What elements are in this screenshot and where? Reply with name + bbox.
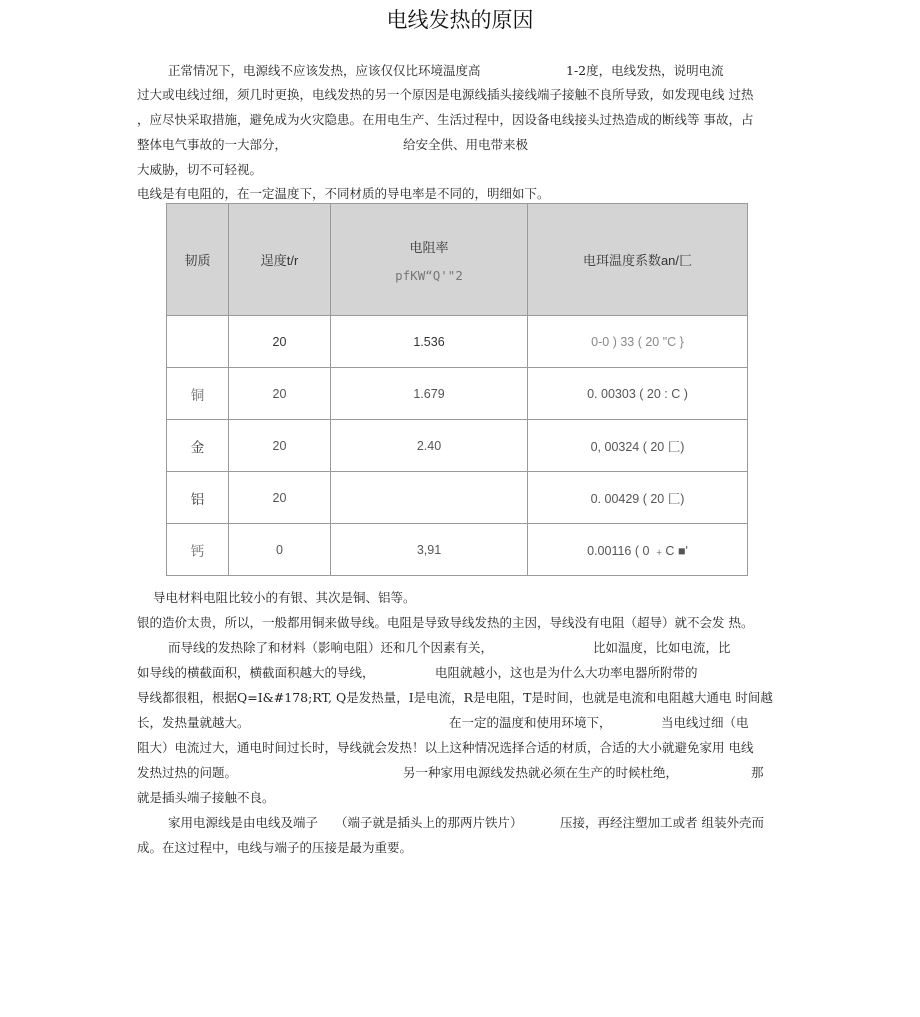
cell-material: 金 bbox=[167, 420, 229, 472]
header-resistivity-label: 电阻率 bbox=[409, 239, 449, 255]
cell-material: 铜 bbox=[167, 368, 229, 420]
text-segment: 另一种家用电源线发热就必须在生产的时候杜绝， bbox=[403, 765, 679, 780]
page-title: 电线发热的原因 bbox=[386, 8, 534, 32]
header-temp-coefficient: 电珥温度系数an/匚 bbox=[528, 204, 748, 316]
header-temperature: 逞度t/r bbox=[229, 204, 331, 316]
cell-resistivity: 1.536 bbox=[331, 316, 528, 368]
text-segment: 比如温度，比如电流，比 bbox=[593, 640, 731, 655]
cell-resistivity: 3,91 bbox=[331, 524, 528, 576]
resistivity-table bbox=[166, 203, 748, 576]
cell-material bbox=[167, 316, 229, 368]
text-segment: 家用电源线是由电线及端子 bbox=[168, 815, 319, 830]
paragraph-1-line-4 bbox=[137, 135, 757, 153]
cell-temperature: 20 bbox=[229, 420, 331, 472]
paragraph-1-line-2: 过大或电线过细，须几时更换，电线发热的另一个原因是电源线插头接线端子接触不良所导致，如发现电线 过热 bbox=[137, 87, 754, 102]
text-segment: 如导线的横截面积，横截面积越大的导线， bbox=[137, 665, 375, 680]
cell-coefficient: 0. 00303 ( 20 : C ) bbox=[528, 368, 748, 420]
paragraph-3-line-2: 成。在这过程中，电线与端子的压接是最为重要。 bbox=[137, 840, 413, 855]
header-resistivity-unit: pfKW“Q'"2 bbox=[395, 267, 463, 283]
paragraph-2-line-1: 导电材料电阻比较小的有银、其次是铜、铝等。 bbox=[153, 590, 416, 605]
cell-temperature: 20 bbox=[229, 316, 331, 368]
table-row bbox=[167, 368, 748, 420]
table-row bbox=[167, 420, 748, 472]
text-segment: （端子就是插头上的那两片铁片） bbox=[335, 815, 523, 830]
header-material: 韧质 bbox=[167, 204, 229, 316]
text-segment: 发热过热的问题。 bbox=[137, 765, 238, 780]
cell-resistivity bbox=[331, 472, 528, 524]
paragraph-1-line-5: 大威胁，切不可轻视。 bbox=[137, 162, 263, 177]
paragraph-2-line-4 bbox=[137, 663, 757, 681]
cell-temperature: 20 bbox=[229, 472, 331, 524]
cell-coefficient: 0, 00324 ( 20 匚) bbox=[528, 420, 748, 472]
paragraph-1-line-1 bbox=[168, 61, 788, 79]
table-row bbox=[167, 524, 748, 576]
paragraph-2-line-9: 就是插头端子接触不良。 bbox=[137, 790, 275, 805]
paragraph-2-line-3 bbox=[168, 638, 768, 656]
paragraph-2-line-2: 银的造价太贵，所以，一般都用铜来做导线。电阻是导致导线发热的主因，导线没有电阻（超导）就不会发 热。 bbox=[137, 615, 754, 630]
paragraph-1-line-3: ，应尽快采取措施，避免成为火灾隐患。在用电生产、生活过程中，因设备电线接头过热造成的断线等 事故，占 bbox=[137, 112, 754, 127]
paragraph-2-line-7: 阻大）电流过大，通电时间过长时，导线就会发热！以上这种情况选择合适的材质，合适的大小就避免家用 电线 bbox=[137, 740, 754, 755]
text-segment: 电阻就越小，这也是为什么大功率电器所附带的 bbox=[435, 665, 698, 680]
cell-resistivity: 1.679 bbox=[331, 368, 528, 420]
cell-temperature: 0 bbox=[229, 524, 331, 576]
text-segment: 当电线过细（电 bbox=[661, 715, 749, 730]
paragraph-2-line-6 bbox=[137, 713, 767, 731]
paragraph-2-line-8 bbox=[137, 763, 767, 781]
cell-resistivity: 2.40 bbox=[331, 420, 528, 472]
text-segment: 1-2度，电线发热，说明电流 bbox=[566, 63, 724, 78]
cell-temperature: 20 bbox=[229, 368, 331, 420]
text-segment: 而导线的发热除了和材料（影响电阻）还和几个因素有关， bbox=[168, 640, 494, 655]
paragraph-2-line-5: 导线都很粗，根据Q=I&#178;RT, Q是发热量，I是电流，R是电阻，T是时间，也就是电流和电阻越大通电 时间越 bbox=[137, 690, 773, 705]
text-segment: 在一定的温度和使用环境下， bbox=[449, 715, 612, 730]
cell-material: 钙 bbox=[167, 524, 229, 576]
text-segment: 那 bbox=[751, 765, 764, 780]
text-segment: 正常情况下，电源线不应该发热，应该仅仅比环境温度高 bbox=[168, 63, 481, 78]
paragraph-3-line-1 bbox=[168, 813, 778, 831]
table-row bbox=[167, 316, 748, 368]
cell-coefficient: 0-0 ) 33 ( 20 "C } bbox=[528, 316, 748, 368]
table-row bbox=[167, 472, 748, 524]
cell-material: 铝 bbox=[167, 472, 229, 524]
text-segment: 整体电气事故的一大部分， bbox=[137, 137, 288, 152]
text-segment: 长，发热量就越大。 bbox=[137, 715, 250, 730]
text-segment: 给安全供、用电带来极 bbox=[403, 137, 529, 152]
cell-coefficient: 0.00116 ( 0 ﹢C ■' bbox=[528, 524, 748, 576]
table-header-row bbox=[167, 204, 748, 316]
header-resistivity bbox=[331, 204, 528, 316]
text-segment: 压接，再经注塑加工或者 组装外壳而 bbox=[560, 815, 764, 830]
cell-coefficient: 0. 00429 ( 20 匚) bbox=[528, 472, 748, 524]
paragraph-1-line-6: 电线是有电阻的，在一定温度下，不同材质的导电率是不同的，明细如下。 bbox=[137, 186, 550, 201]
